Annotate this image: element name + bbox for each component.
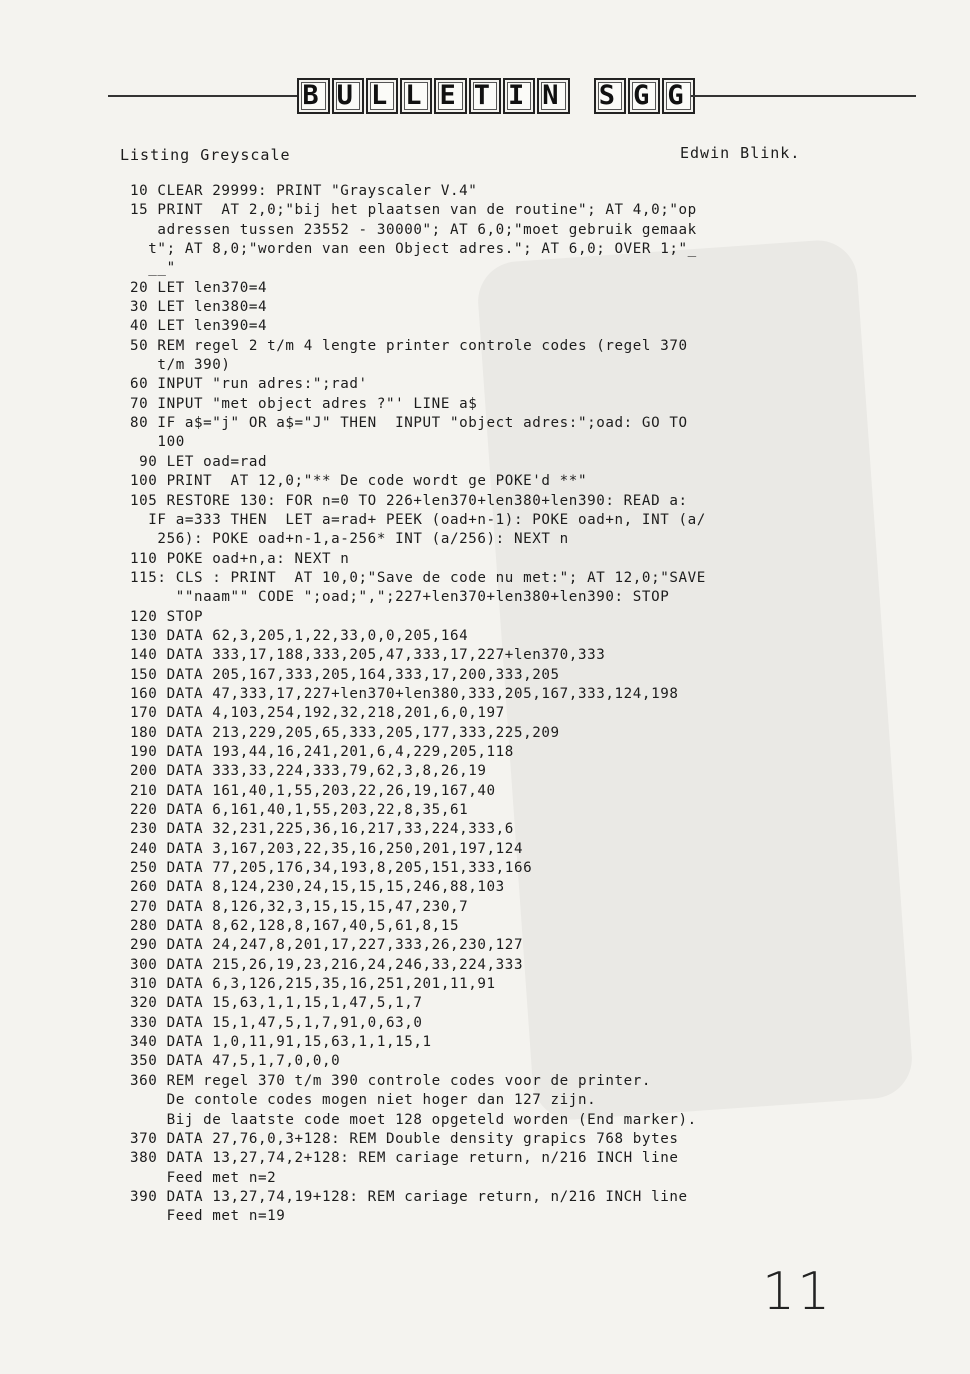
listing-line: 15 PRINT AT 2,0;"bij het plaatsen van de routine"; AT 4,0;"op [130, 202, 697, 219]
masthead-letter: B [297, 78, 329, 114]
masthead-letter: N [537, 78, 569, 114]
listing-line: 330 DATA 15,1,47,5,1,7,91,0,63,0 [130, 1014, 423, 1031]
masthead-letter: I [503, 78, 535, 114]
listing-line: Feed met n=2 [130, 1169, 277, 1186]
masthead-letter: G [662, 78, 694, 114]
listing-line: 340 DATA 1,0,11,91,15,63,1,1,15,1 [130, 1034, 432, 1051]
listing-line: 310 DATA 6,3,126,215,35,16,251,201,11,91 [130, 976, 496, 993]
listing-line: 256): POKE oad+n-1,a-256* INT (a/256): NEXT n [130, 531, 569, 548]
masthead-letter: S [594, 78, 626, 114]
listing-line: 50 REM regel 2 t/m 4 lengte printer controle codes (regel 370 [130, 337, 688, 354]
masthead-letter: G [628, 78, 660, 114]
listing-line: 40 LET len390=4 [130, 318, 268, 335]
page-number: 11 [762, 1262, 833, 1322]
listing-line: ""naam"" CODE ";oad;",";227+len370+len380+len390: STOP [130, 589, 670, 606]
listing-line: 115: CLS : PRINT AT 10,0;"Save de code nu met:"; AT 12,0;"SAVE [130, 569, 706, 586]
listing-line: __" [130, 260, 176, 277]
listing-line: 380 DATA 13,27,74,2+128: REM cariage return, n/216 INCH line [130, 1150, 679, 1167]
listing-line: 220 DATA 6,161,40,1,55,203,22,8,35,61 [130, 802, 469, 818]
listing-line: 180 DATA 213,229,205,65,333,205,177,333,225,209 [130, 724, 560, 741]
listing-line: 280 DATA 8,62,128,8,167,40,5,61,8,15 [130, 918, 460, 935]
listing-line: t"; AT 8,0;"worden van een Object adres."; AT 6,0; OVER 1;"_ [130, 241, 697, 258]
listing-line: 270 DATA 8,126,32,3,15,15,15,47,230,7 [130, 898, 469, 915]
listing-line: 20 LET len370=4 [130, 279, 268, 296]
listing-line: 320 DATA 15,63,1,1,15,1,47,5,1,7 [130, 995, 423, 1012]
listing-line: 260 DATA 8,124,230,24,15,15,15,246,88,103 [130, 879, 505, 896]
listing-line: 130 DATA 62,3,205,1,22,33,0,0,205,164 [130, 627, 469, 644]
masthead [108, 76, 916, 118]
listing-line: adressen tussen 23552 - 30000"; AT 6,0;"moet gebruik gemaak [130, 221, 697, 238]
listing-line: 190 DATA 193,44,16,241,201,6,4,229,205,118 [130, 743, 514, 760]
listing-line: 100 PRINT AT 12,0;"** De code wordt ge POKE'd **" [130, 473, 588, 490]
listing-line: Bij de laatste code moet 128 opgeteld worden (End marker). [130, 1111, 697, 1128]
author-name: Edwin Blink. [680, 144, 801, 162]
listing-line: IF a=333 THEN LET a=rad+ PEEK (oad+n-1): POKE oad+n, INT (a/ [130, 511, 706, 528]
listing-line: 100 [130, 434, 185, 451]
listing-line: 350 DATA 47,5,1,7,0,0,0 [130, 1053, 341, 1070]
listing-line: 210 DATA 161,40,1,55,203,22,26,19,167,40 [130, 782, 496, 799]
masthead-rule-right [691, 95, 916, 97]
listing-line: 60 INPUT "run adres:";rad' [130, 376, 368, 393]
listing-line: 150 DATA 205,167,333,205,164,333,17,200,333,205 [130, 666, 560, 683]
masthead-letter: L [400, 78, 432, 114]
listing-line: Feed met n=19 [130, 1208, 286, 1225]
listing-line: 80 IF a$="j" OR a$="J" THEN INPUT "object adres:";oad: GO TO [130, 415, 688, 432]
listing-line: 390 DATA 13,27,74,19+128: REM cariage return, n/216 INCH line [130, 1188, 688, 1205]
basic-listing [130, 182, 880, 1227]
masthead-letter: U [332, 78, 364, 114]
listing-line: 360 REM regel 370 t/m 390 controle codes voor de printer. [130, 1072, 652, 1089]
masthead-title-box [304, 76, 688, 116]
listing-line: 140 DATA 333,17,188,333,205,47,333,17,227+len370,333 [130, 647, 606, 664]
listing-line: 105 RESTORE 130: FOR n=0 TO 226+len370+len380+len390: READ a: [130, 492, 688, 509]
masthead-letter: L [366, 78, 398, 114]
listing-line: 300 DATA 215,26,19,23,216,24,246,33,224,333 [130, 956, 524, 973]
listing-line: 240 DATA 3,167,203,22,35,16,250,201,197,124 [130, 840, 524, 857]
listing-title: Listing Greyscale [120, 146, 291, 164]
listing-line: t/m 390) [130, 357, 231, 374]
masthead-letter: T [469, 78, 501, 114]
listing-line: 290 DATA 24,247,8,201,17,227,333,26,230,127 [130, 937, 524, 954]
masthead-title [296, 78, 695, 114]
masthead-letter: E [434, 78, 466, 114]
listing-line: 230 DATA 32,231,225,36,16,217,33,224,333,6 [130, 821, 514, 838]
listing-line: 110 POKE oad+n,a: NEXT n [130, 550, 350, 567]
masthead-rule-left [108, 95, 298, 97]
listing-line: 70 INPUT "met object adres ?"' LINE a$ [130, 395, 478, 412]
listing-line: 90 LET oad=rad [130, 453, 268, 470]
listing-line: 200 DATA 333,33,224,333,79,62,3,8,26,19 [130, 763, 487, 780]
listing-line: 170 DATA 4,103,254,192,32,218,201,6,0,197 [130, 705, 505, 722]
listing-line: 10 CLEAR 29999: PRINT "Grayscaler V.4" [130, 183, 478, 199]
listing-line: 370 DATA 27,76,0,3+128: REM Double density grapics 768 bytes [130, 1130, 679, 1147]
listing-line: De contole codes mogen niet hoger dan 127 zijn. [130, 1092, 597, 1109]
listing-line: 250 DATA 77,205,176,34,193,8,205,151,333,166 [130, 860, 533, 877]
listing-line: 160 DATA 47,333,17,227+len370+len380,333,205,167,333,124,198 [130, 685, 679, 702]
listing-line: 120 STOP [130, 608, 204, 625]
listing-line: 30 LET len380=4 [130, 299, 268, 316]
